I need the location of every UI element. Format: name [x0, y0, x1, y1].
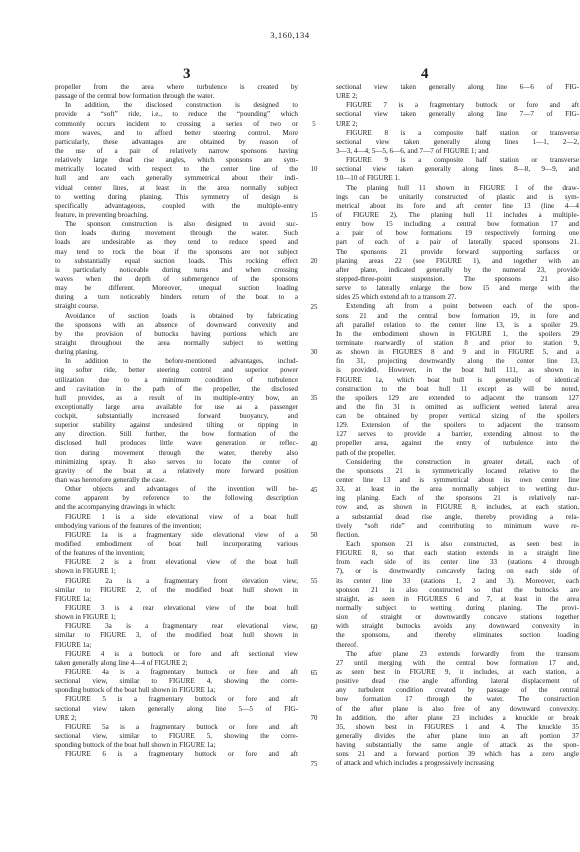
text-line: of the features of the invention;: [55, 549, 145, 558]
text-line: sponson 21 is also constructed so that the buttocks are: [336, 585, 579, 594]
text-line: In addition to the before-mentioned advantages, includ-: [65, 357, 298, 366]
text-line: The planing hull 11 shown in FIGURE 1 of the draw-: [346, 183, 579, 192]
text-line: as shown in FIGURES 8 and 9 and in FIGURE 5, and a: [336, 348, 579, 357]
text-line: center line 13 and is symmetrical about its own center line: [336, 476, 579, 485]
margin-line-number: 40: [310, 440, 318, 448]
text-line: FIGURE 6 is a fragmentary buttock or fore and aft: [65, 750, 298, 759]
text-line: terminate rearwardly of station 8 and prior to station 9,: [336, 338, 579, 347]
text-line: FIGURE 4 is a buttock or fore and aft sectional view: [65, 649, 298, 658]
text-line: of the after plane is also free of any downward convexity.: [336, 704, 579, 713]
text-line: particularly, these advantages are obtained by reason of: [55, 137, 298, 146]
text-line: Avoidance of suction loads is obtained by fabricating: [65, 311, 298, 320]
text-line: FIGURE 2 is a front elevational view of the boat hull: [65, 558, 298, 567]
text-line: sectional view taken generally along line 7—7 of FIG-: [336, 110, 579, 119]
text-line: and cavitation in the path of the propeller, the disclosed: [55, 384, 298, 393]
text-line: FIGURE 8, so that each station extends in a straight line: [336, 549, 579, 558]
right-column-number: 4: [421, 66, 429, 82]
text-line: sectional view, similar to FIGURE 4, showing the corre-: [55, 677, 298, 686]
text-line: exceptionally large area available for use as a passenger: [55, 402, 298, 411]
text-line: In the embodiment shown in FIGURE 1, the spoilers 29: [336, 329, 579, 338]
text-line: FIGURE 9 is a composite half station or transverse: [346, 156, 579, 165]
text-line: the sponsons 21 is symmetrically located relative to the: [336, 466, 579, 475]
margin-line-number: 20: [310, 257, 318, 265]
text-line: passage of the central bow formation through the water.: [55, 92, 215, 101]
text-line: sponding buttock of the boat hull shown in FIGURE 1a;: [55, 741, 216, 750]
left-text-column: [55, 83, 298, 759]
text-line: utilization due to a minimum condition of turbulence: [55, 375, 298, 384]
text-line: Other objects and advantages of the invention will be-: [65, 485, 298, 494]
text-line: Extending aft from a point between each of the spon-: [346, 302, 579, 311]
text-line: vidual center lines, at least in the area normally subject: [55, 183, 298, 192]
text-line: 3—3, 4—4, 5—5, 6—6, and 7—7 of FIGURE 1; and: [336, 146, 489, 155]
text-line: FIGURE 1a;: [55, 640, 92, 649]
margin-line-number: 75: [310, 761, 318, 769]
text-line: superior stability against undesired tilting or tipping in: [55, 421, 298, 430]
text-line: planing areas 22 (see FIGURE 1), and together with an: [336, 256, 579, 265]
text-line: construction to the boat hull 11 except as will be noted,: [336, 384, 579, 393]
text-line: normally subject to wetting during planing. The provi-: [336, 604, 579, 613]
text-line: disclosed hull produces little wave generation or reflec-: [55, 439, 298, 448]
text-line: URE 2;: [336, 92, 358, 101]
text-line: gravity of the boat at a relatively more forward position: [55, 466, 298, 475]
margin-line-number: 50: [310, 532, 318, 540]
text-line: FIGURE 2a is a fragmentary front elevation view,: [65, 576, 298, 585]
text-line: the sponsons with an absence of downward convexity and: [55, 320, 298, 329]
text-line: as seen best in FIGURE 9, it includes, at each station, a: [336, 668, 579, 676]
margin-line-number: 70: [310, 715, 318, 723]
text-line: taken generally along line 4—4 of FIGURE 2;: [55, 658, 188, 667]
text-line: FIGURE 5 is a fragmentary buttock or fore and aft: [65, 695, 298, 704]
text-line: part of each of a pair of laterally spaced sponsons 21.: [336, 238, 579, 247]
text-line: and the fin 31 is omitted as sufficient wetted lateral area: [336, 402, 579, 411]
text-line: The after plane 23 extends forwardly from the transom: [346, 649, 579, 658]
text-line: sectional view taken generally along lines 8—8, 9—9, and: [336, 165, 579, 174]
text-line: after plane, indicated generally by the numeral 23, provide: [336, 265, 579, 274]
text-line: 10—10 of FIGURE 1.: [336, 174, 400, 183]
text-line: ing softer ride, better steering control and superior power: [55, 366, 298, 375]
margin-line-number: 60: [310, 623, 318, 631]
text-line: sectional view taken generally along line 6—6 of FIG-: [336, 83, 579, 91]
text-line: shown in FIGURE 1;: [55, 613, 116, 622]
text-line: row and, as shown in FIGURE 8, includes, at each station,: [336, 503, 579, 512]
text-line: any direction. Still further, the bow formation of the: [55, 430, 298, 439]
text-line: URE 2;: [336, 119, 358, 128]
margin-line-number: 55: [310, 578, 318, 586]
text-line: 129. Extension of the spoilers to adjacent the transom: [336, 421, 579, 430]
margin-line-number: 65: [310, 669, 318, 677]
text-line: In addition, the disclosed construction is designed to: [65, 101, 298, 110]
text-line: to wetting during planing. This symmetry of design is: [55, 192, 298, 201]
text-line: sons 21 and a forward portion 39 which has a zero angle: [336, 750, 579, 759]
text-line: shown in FIGURE 1;: [55, 567, 116, 576]
text-line: thereof.: [336, 640, 359, 649]
text-line: aft parallel relation to the center line 13, is a spoiler 29.: [336, 320, 579, 329]
text-line: sons 21 and the central bow formation 19, in fore and: [336, 311, 579, 320]
text-line: The sponsons 21 provide forward supporting surfaces or: [336, 247, 579, 256]
text-line: FIGURE 1 is a side elevational view of a boat hull: [65, 512, 298, 521]
text-line: tion loads during movement through the water. Such: [55, 229, 298, 238]
text-line: propeller area, against the entry of turbulence into the: [336, 439, 579, 448]
right-text-column: [336, 83, 579, 769]
text-line: straight throughout the area normally subject to wetting: [55, 338, 298, 347]
text-line: from each side of its center line 33 (stations 4 through: [336, 558, 579, 567]
text-line: FIGURE 1a is a fragmentary side elevational view of a: [65, 530, 298, 539]
text-line: may tend to rock the boat if the sponsons are not subject: [55, 247, 298, 256]
text-line: specifically advantageous, coupled with the multiple-entry: [55, 201, 298, 210]
text-line: commonly occurs incident to crossing a series of two or: [55, 119, 298, 128]
text-line: the use of a pair of relatively narrow sponsons having: [55, 146, 298, 155]
text-line: minimizing spray. It also serves to locate the center of: [55, 457, 298, 466]
margin-line-number: 45: [310, 486, 318, 494]
left-column-number: 3: [183, 66, 191, 82]
text-line: hull provides, as a result of its multiple-entry bow, an: [55, 393, 298, 402]
text-line: provide a “soft” ride, i.e., to reduce the “pounding” which: [55, 110, 298, 119]
text-line: sponding buttock of the boat hull shown in FIGURE 1a;: [55, 686, 216, 695]
text-line: propeller from the area where turbulence is created by: [55, 83, 298, 91]
text-line: sectional view taken generally along line 5—5 of FIG-: [55, 704, 298, 713]
text-line: having substantially the same angle of attack as the spon-: [336, 741, 579, 750]
text-line: and the accompanying drawings in which:: [55, 503, 176, 512]
text-line: stepped-three-point suspension. The sponsons 21 also: [336, 274, 579, 283]
text-line: ings can be unitarily constructed of plastic and is sym-: [336, 192, 579, 201]
margin-line-number: 35: [310, 395, 318, 403]
margin-line-number: 15: [310, 212, 318, 220]
text-line: its center line 33 (stations 1, 2 and 3). Moreover, each: [336, 576, 579, 585]
margin-line-number: 10: [310, 166, 318, 174]
text-line: generally divides the after plane into an aft portion 37: [336, 731, 579, 740]
text-line: FIGURE 1a, which boat hull is generally of identical: [336, 375, 579, 384]
text-line: is provided. However, in the boat hull 111, as shown in: [336, 366, 579, 375]
text-line: any turbulent condition created by passage of the central: [336, 686, 579, 695]
text-line: sides 25 which extend aft to a transom 27.: [336, 293, 457, 302]
text-line: hull and are each generally symmetrical about their indi-: [55, 174, 298, 183]
text-line: a pair of bow formations 19 respectively forming one: [336, 229, 579, 238]
text-line: FIGURE 7 is a fragmentary buttock or fore and aft: [346, 101, 579, 110]
text-line: relatively large dead rise angles, which sponsons are sym-: [55, 156, 298, 165]
text-line: ing planing. Each of the sponsons 21 is relatively nar-: [336, 494, 579, 503]
text-line: similar to FIGURE 2, of the modified boat hull shown in: [55, 585, 298, 594]
text-line: positive dead rise angle affording lateral displacement of: [336, 677, 579, 686]
text-line: than was heretofore generally the case.: [55, 476, 167, 485]
text-line: tion during movement through the water, thereby also: [55, 448, 298, 457]
text-line: waves when the depth of submergence of the sponsons: [55, 274, 298, 283]
text-line: may be different. Moreover, unequal suction loading: [55, 284, 298, 293]
text-line: path of the propeller.: [336, 448, 396, 457]
text-line: embodying various of the features of the invention;: [55, 521, 202, 530]
text-line: FIGURE 1a;: [55, 594, 92, 603]
text-line: feature, in preventing broaching.: [55, 210, 149, 219]
text-line: FIGURE 8 is a composite half station or transverse: [346, 128, 579, 137]
text-line: cockpit, substantially increased forward buoyancy, and: [55, 412, 298, 421]
text-line: FIGURE 5a is a fragmentary buttock or fore and aft: [65, 722, 298, 731]
text-line: tively “soft ride” and contributing to minimum wave re-: [336, 521, 579, 530]
text-line: FIGURE 3a is a fragmentary rear elevational view,: [65, 622, 298, 631]
text-line: sectional view, similar to FIGURE 5, showing the corre-: [55, 731, 298, 740]
text-line: 35, shown best in FIGURES 1 and 4. The knuckle 35: [336, 722, 579, 731]
text-line: come apparent by reference to the following description: [55, 494, 298, 503]
text-line: straight course.: [55, 302, 99, 311]
margin-line-number: 25: [310, 303, 318, 311]
margin-line-number: 30: [310, 349, 318, 357]
text-line: 33, at least in the area normally subject to wetting dur-: [336, 485, 579, 494]
text-line: serve to laterally enlarge the bow 15 and merge with the: [336, 284, 579, 293]
text-line: 27 until merging with the central bow formation 17 and,: [336, 658, 579, 667]
text-line: of attack and which includes a progressively increasing: [336, 759, 495, 768]
text-line: a substantial dead rise angle, thereby providing a rela-: [336, 512, 579, 521]
text-line: the sponsons, and thereby eliminates suction loading: [336, 631, 579, 640]
text-line: during planing.: [55, 348, 99, 357]
text-line: 127 serves to provide a barrier, extending almost to the: [336, 430, 579, 439]
text-line: bow formation 17 through the water. The construction: [336, 695, 579, 704]
text-line: during a turn noticeably hinders return of the boat to a: [55, 293, 298, 302]
text-line: URE 2;: [55, 713, 77, 722]
text-line: modified embodiment of boat hull incorporating various: [55, 540, 298, 549]
text-line: The sponson construction is also designed to avoid suc-: [65, 220, 298, 229]
text-line: sion of straight or downwardly concave stations together: [336, 613, 579, 622]
text-line: In addition, the after plane 23 includes a knuckle or break: [336, 713, 579, 722]
text-line: with straight buttocks avoids any downward convexity in: [336, 622, 579, 631]
text-line: can be obtained by proper vertical sizing of the spoilers: [336, 412, 579, 421]
text-line: metrically located with respect to the center line of the: [55, 165, 298, 174]
text-line: by the provision of buttocks having portions which are: [55, 329, 298, 338]
text-line: 7), or is downwardly concavely facing on each side of: [336, 567, 579, 576]
text-line: straight, as seen in FIGURES 6 and 7, at least in the area: [336, 594, 579, 603]
text-line: the spoilers 129 are extended to adjacent the transom 127: [336, 393, 579, 402]
text-line: more waves, and to afford better steering control. More: [55, 128, 298, 137]
text-line: flection.: [336, 530, 360, 539]
patent-number: 3,160,134: [270, 30, 310, 40]
text-line: fin 31, projecting downwardly along the center line 13,: [336, 357, 579, 366]
text-line: metrical about its fore and aft center line 13 (line 4—4: [336, 201, 579, 210]
text-line: entry bow 15 including a central bow formation 17 and: [336, 220, 579, 229]
text-line: Each sponson 21 is also constructed, as seen best in: [346, 540, 579, 549]
text-line: of FIGURE 2). The planing hull 11 includes a multiple-: [336, 210, 579, 219]
text-line: is particularly noticeable during turns and when crossing: [55, 265, 298, 274]
text-line: loads are undesirable as they tend to reduce speed and: [55, 238, 298, 247]
text-line: FIGURE 4a is a fragmentary buttock or fore and aft: [65, 668, 298, 676]
text-line: to substantially equal suction loads. This rocking effect: [55, 256, 298, 265]
text-line: sectional view taken generally along lines 1—1, 2—2,: [336, 137, 579, 146]
text-line: FIGURE 3 is a rear elevational view of the boat hull: [65, 604, 298, 613]
margin-line-number: 5: [312, 120, 316, 128]
text-line: Considering the construction in greater detail, each of: [346, 457, 579, 466]
text-line: similar to FIGURE 3, of the modified boat hull shown in: [55, 631, 298, 640]
